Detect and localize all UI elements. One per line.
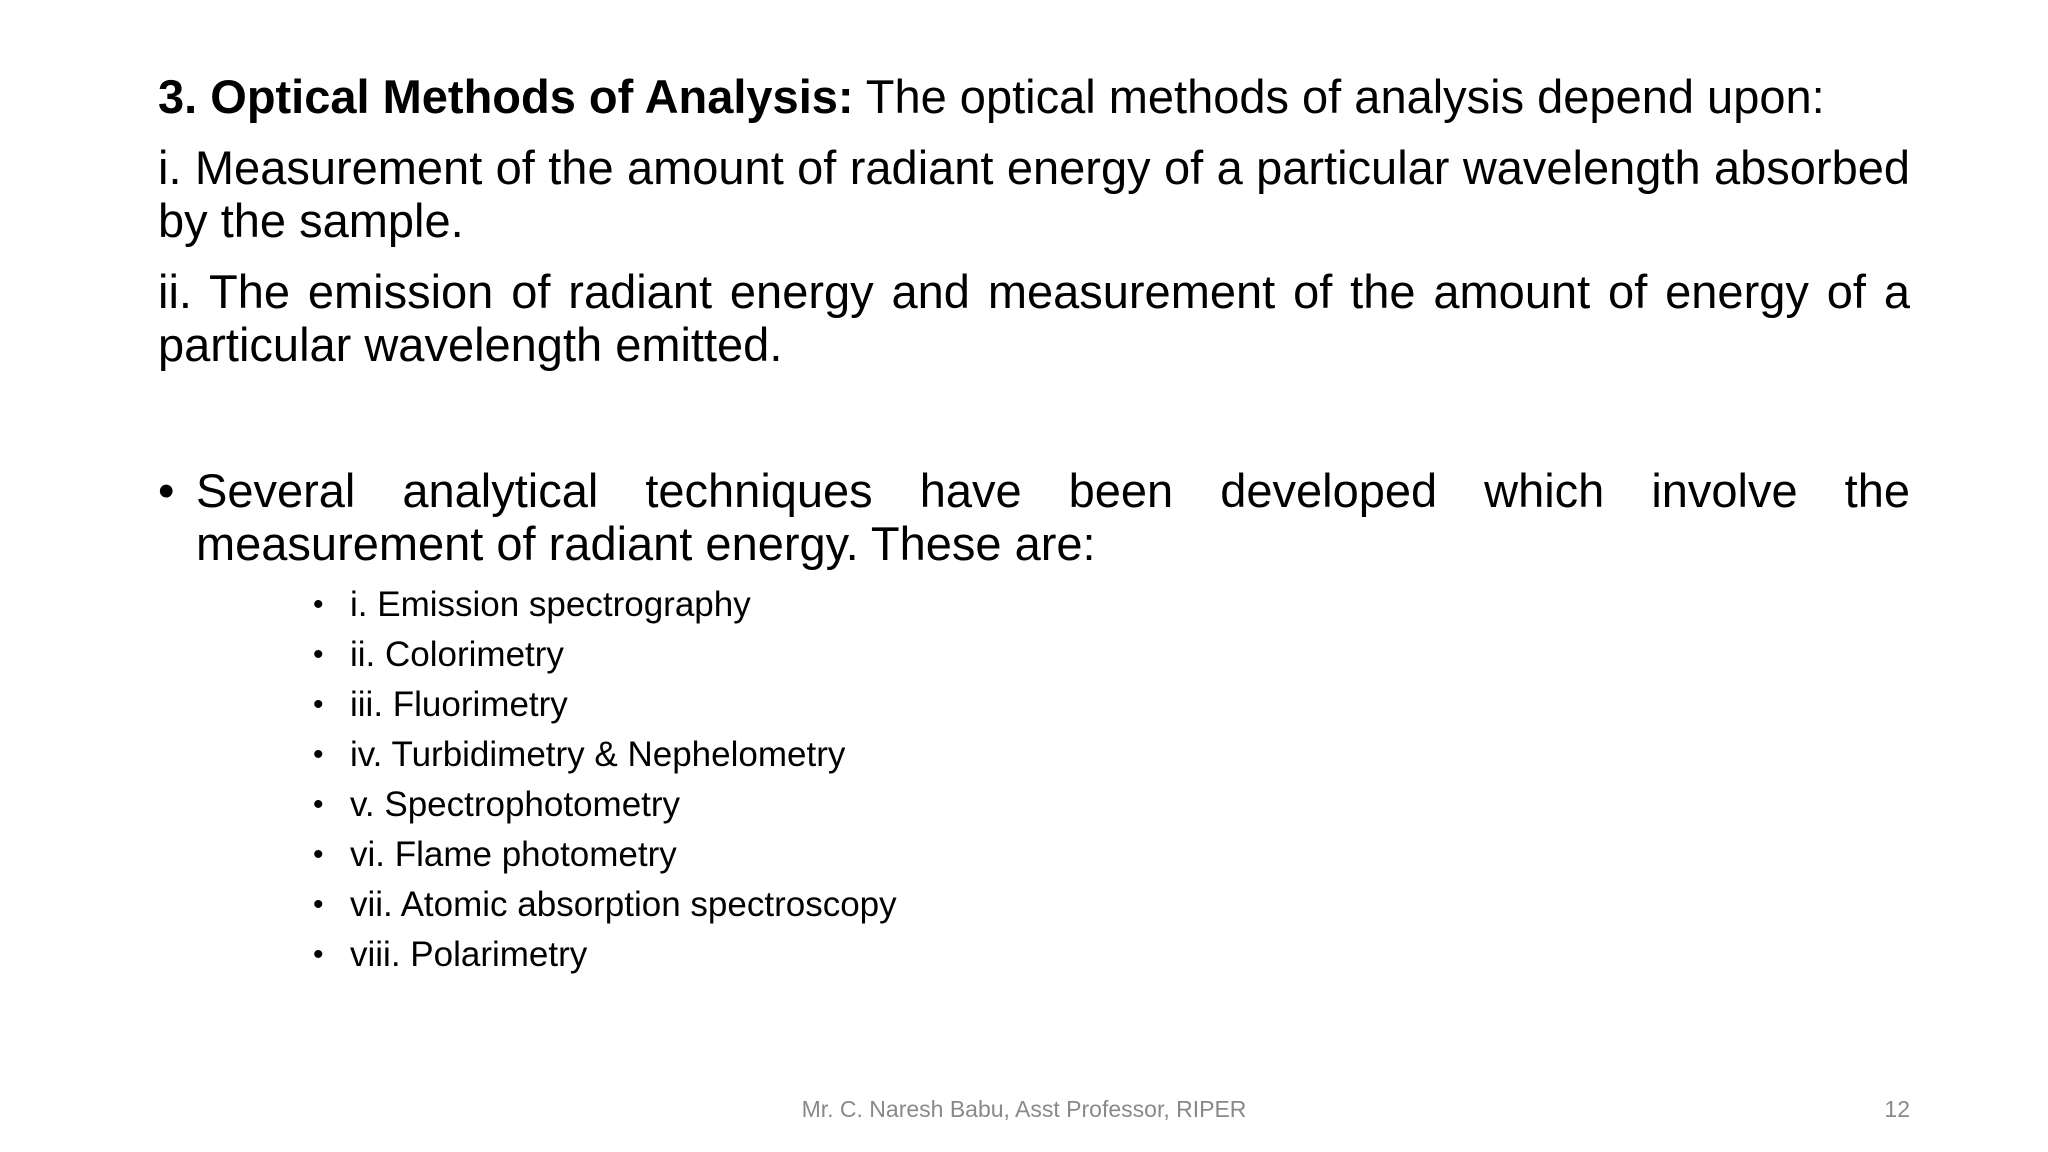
technique-label: viii. Polarimetry	[350, 935, 588, 974]
sub-bullet-marker: •	[313, 638, 324, 671]
technique-label: iv. Turbidimetry & Nephelometry	[350, 735, 846, 774]
sub-bullet-marker: •	[313, 738, 324, 771]
sub-bullet-marker: •	[313, 888, 324, 921]
point-ii: ii. The emission of radiant energy and measurement of the amount of energy of a particular wavelength emitted.	[158, 265, 1910, 371]
point-i: i. Measurement of the amount of radiant energy of a particular wavelength absorbed by the sample.	[158, 141, 1910, 247]
footer-author: Mr. C. Naresh Babu, Asst Professor, RIPER	[801, 1096, 1247, 1122]
bullet-marker: •	[158, 464, 175, 517]
list-item	[313, 730, 1910, 780]
list-item	[313, 830, 1910, 880]
section-heading-bold: 3. Optical Methods of Analysis:	[158, 70, 854, 123]
techniques-list	[158, 580, 1910, 980]
sub-bullet-marker: •	[313, 938, 324, 971]
technique-label: vi. Flame photometry	[350, 835, 677, 874]
main-bullet-text: Several analytical techniques have been developed which involve the measurement of radiant energy. These are:	[196, 464, 1910, 570]
sub-bullet-marker: •	[313, 588, 324, 621]
sub-bullet-marker: •	[313, 788, 324, 821]
list-item	[313, 880, 1910, 930]
technique-label: v. Spectrophotometry	[350, 785, 681, 824]
technique-label: i. Emission spectrography	[350, 585, 751, 624]
footer	[0, 1094, 2048, 1124]
list-item	[313, 630, 1910, 680]
list-item	[313, 680, 1910, 730]
spacer	[158, 389, 1910, 464]
main-bullet	[158, 464, 1910, 570]
technique-label: ii. Colorimetry	[350, 635, 564, 674]
sub-bullet-marker: •	[313, 688, 324, 721]
technique-label: vii. Atomic absorption spectroscopy	[350, 885, 897, 924]
list-item	[313, 930, 1910, 980]
list-item	[313, 580, 1910, 630]
slide-content	[158, 70, 1910, 980]
section-heading-text: The optical methods of analysis depend upon:	[853, 70, 1825, 123]
list-item	[313, 780, 1910, 830]
technique-label: iii. Fluorimetry	[350, 685, 568, 724]
section-heading	[158, 70, 1910, 123]
sub-bullet-marker: •	[313, 838, 324, 871]
page-number: 12	[1884, 1096, 1910, 1122]
